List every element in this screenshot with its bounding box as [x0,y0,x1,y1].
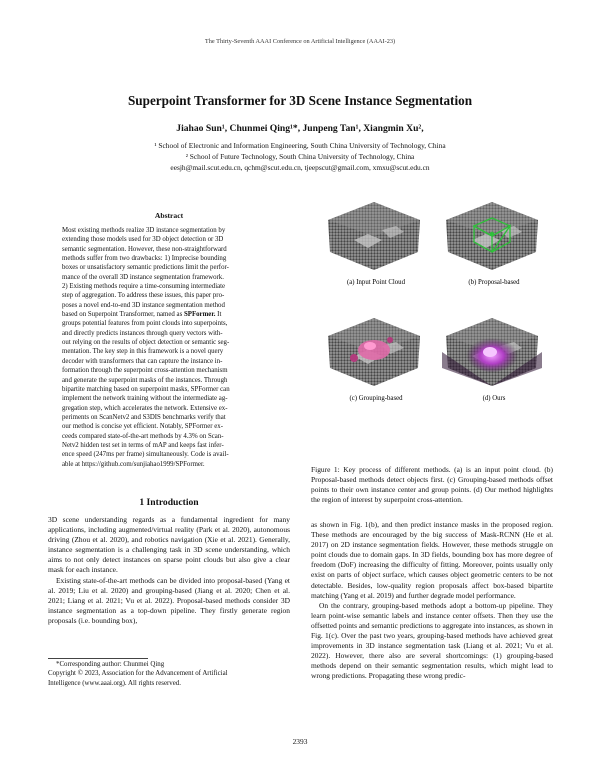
abstract-line: out relying on the results of object detection or semantic seg- [62,339,230,347]
footnote [48,660,290,688]
abstract-line: Netv2 hidden test set in terms of mAP and keeps fast infer- [62,441,224,449]
abstract-line: bipartite matching based on superpoint masks, SPFormer can [62,385,230,393]
abstract-body [62,226,276,469]
panel-ours [442,318,542,386]
right-paragraph-1: as shown in Fig. 1(b), and then predict instance masks in the proposed region. These methods are encouraged by the big success of Mask-RCNN (He et al. 2017) on 2D instance segmentation fields. However, these methods struggle on point clouds due to domain gaps. In 3D fields, bounding box has more degree of freedom (DoF) increasing the difficulty of fitting. Moreover, points usually only exist on parts of object surface, which causes object geometric centers to be not detectable. Besides, low-quality region proposals affect box-based bipartite matching (Yang et al. 2019) and further degrade model performance. [311,520,553,600]
right-paragraph-2: On the contrary, grouping-based methods adopt a bottom-up pipeline. They learn point-wise semantic labels and instance center offsets. Then they use the offsetted points and semantic predictions to aggregate into instances, as shown in Fig. 1(c). Over the past two years, grouping-based methods have achieved great improvements in 3D instance segmentation task (Liang et al. 2021; Vu et al. 2022). However, there also are several shortcomings: (1) grouping-based methods depend on their semantic segmentation results, which might lead to wrong predictions. Propagating these wrong predic- [311,600,553,681]
affiliation-2: ² School of Future Technology, South China University of Technology, China [185,152,415,161]
abstract-line: able at https://github.com/sunjiahao1999/SPFormer. [62,460,205,468]
conference-header: The Thirty-Seventh AAAI Conference on Artificial Intelligence (AAAI-23) [204,38,396,45]
abstract-line: mentation. The key step in this framework is a novel query [62,348,224,356]
abstract-line: boxes or unsatisfactory semantic predictions limit the perfor- [62,264,229,272]
intro-heading: 1 Introduction [139,497,199,508]
panel-d-label: (d) Ours [482,395,506,402]
page-number: 2393 [292,737,308,746]
affiliation-1: ¹ School of Electronic and Information Engineering, South China University of Technology, China [154,141,446,150]
copyright-line-1: Copyright © 2023, Association for the Advancement of Artificial [48,670,228,678]
figure-1-caption: Figure 1: Key process of different methods. (a) is an input point cloud. (b) Proposal-based methods detect objects first. (c) Grouping-based methods offset points to their own instance center and group points. (d) Our method highlights the region of interest by superpoint cross-attention. [311,465,553,505]
panel-b-label: (b) Proposal-based [468,279,520,286]
abstract-line: gregation step, which accelerates the network. Extensive ex- [62,404,228,412]
abstract-line: periments on ScanNetv2 and S3DIS benchmarks verify that [62,413,226,421]
abstract-line: based on Superpoint Transformer, named as SPFormer. It [62,311,222,319]
abstract-heading: Abstract [154,211,184,220]
panel-grouping-based [328,318,420,386]
corresponding-author-note: *Corresponding author: Chunmei Qing [56,661,165,668]
panel-input-point-cloud [328,202,420,270]
abstract-line: ceeds compared state-of-the-art methods by 4.3% on Scan- [62,432,224,440]
footnote-rule [48,658,148,659]
abstract-line: Most existing methods realize 3D instance segmentation by [62,227,226,234]
abstract-line: extending those models used for 3D object detection or 3D [62,236,224,244]
abstract-line: and directly predicts instances through query vectors with- [62,329,223,337]
abstract-line: poses a novel end-to-end 3D instance segmentation method [62,301,225,309]
paper-title: Superpoint Transformer for 3D Scene Instance Segmentation [127,93,473,108]
abstract-line: ence speed (247ms per frame) simultaneously. Code is avail- [62,451,229,459]
abstract-line: formation through the superpoint cross-attention mechanism [62,367,228,375]
panel-proposal-based [446,202,538,270]
abstract-line: 2) Existing methods require a time-consuming intermediate [62,283,226,291]
abstract-line: groups potential features from point clouds into superpoints, [62,320,228,328]
abstract-line: implement the network training without the intermediate ag- [62,395,228,403]
abstract-line: semantic segmentation. However, these non-straightforward [62,245,227,253]
method-name: SPFormer. [183,311,216,319]
abstract-line: step of aggregation. To address these issues, this paper pro- [62,292,225,300]
abstract-line: and generate the superpoint masks of the instances. Through [62,376,228,384]
author-list: Jiahao Sun¹, Chunmei Qing¹*, Junpeng Tan¹, Xiangmin Xu², [176,123,424,134]
abstract-line: decoder with transformers that can capture the instance in- [62,357,223,365]
figure-1 [316,198,548,460]
abstract-line: methods suffer from two drawbacks: 1) Imprecise bounding [62,255,227,263]
right-column-body [311,520,553,682]
intro-paragraph-2: Existing state-of-the-art methods can be divided into proposal-based (Yang et al. 2019; Liu et al. 2020) and grouping-based (Jiang et al. 2020; Chen et al. 2021; Liang et al. 2021; Vu et al. 2022). Proposal-based methods consider 3D instance segmentation as a top-down pipeline. They firstly generate region proposals (i.e. bounding box), [48,575,290,625]
intro-body [48,515,290,626]
abstract-line: mance of the overall 3D instance segmentation framework. [62,273,224,281]
panel-a-label: (a) Input Point Cloud [347,279,405,286]
panel-c-label: (c) Grouping-based [349,395,403,402]
author-emails: eesjh@mail.scut.edu.cn, qchm@scut.edu.cn, tjeepscut@gmail.com, xmxu@scut.edu.cn [170,163,430,172]
intro-paragraph-1: 3D scene understanding regards as a fundamental ingredient for many applications, including augmented/virtual reality (Park et al. 2020), autonomous driving (Zhou et al. 2020), and robotics navigation (Xie et al. 2021). Generally, instance segmentation is a challenging task in 3D scene understanding, which aims to not only detect instances on sparse point clouds but also give a clear mask for each instance. [48,515,290,575]
copyright-line-2: Intelligence (www.aaai.org). All rights reserved. [48,679,181,687]
abstract-line: our method is concise yet efficient. Notably, SPFormer ex- [62,423,223,431]
